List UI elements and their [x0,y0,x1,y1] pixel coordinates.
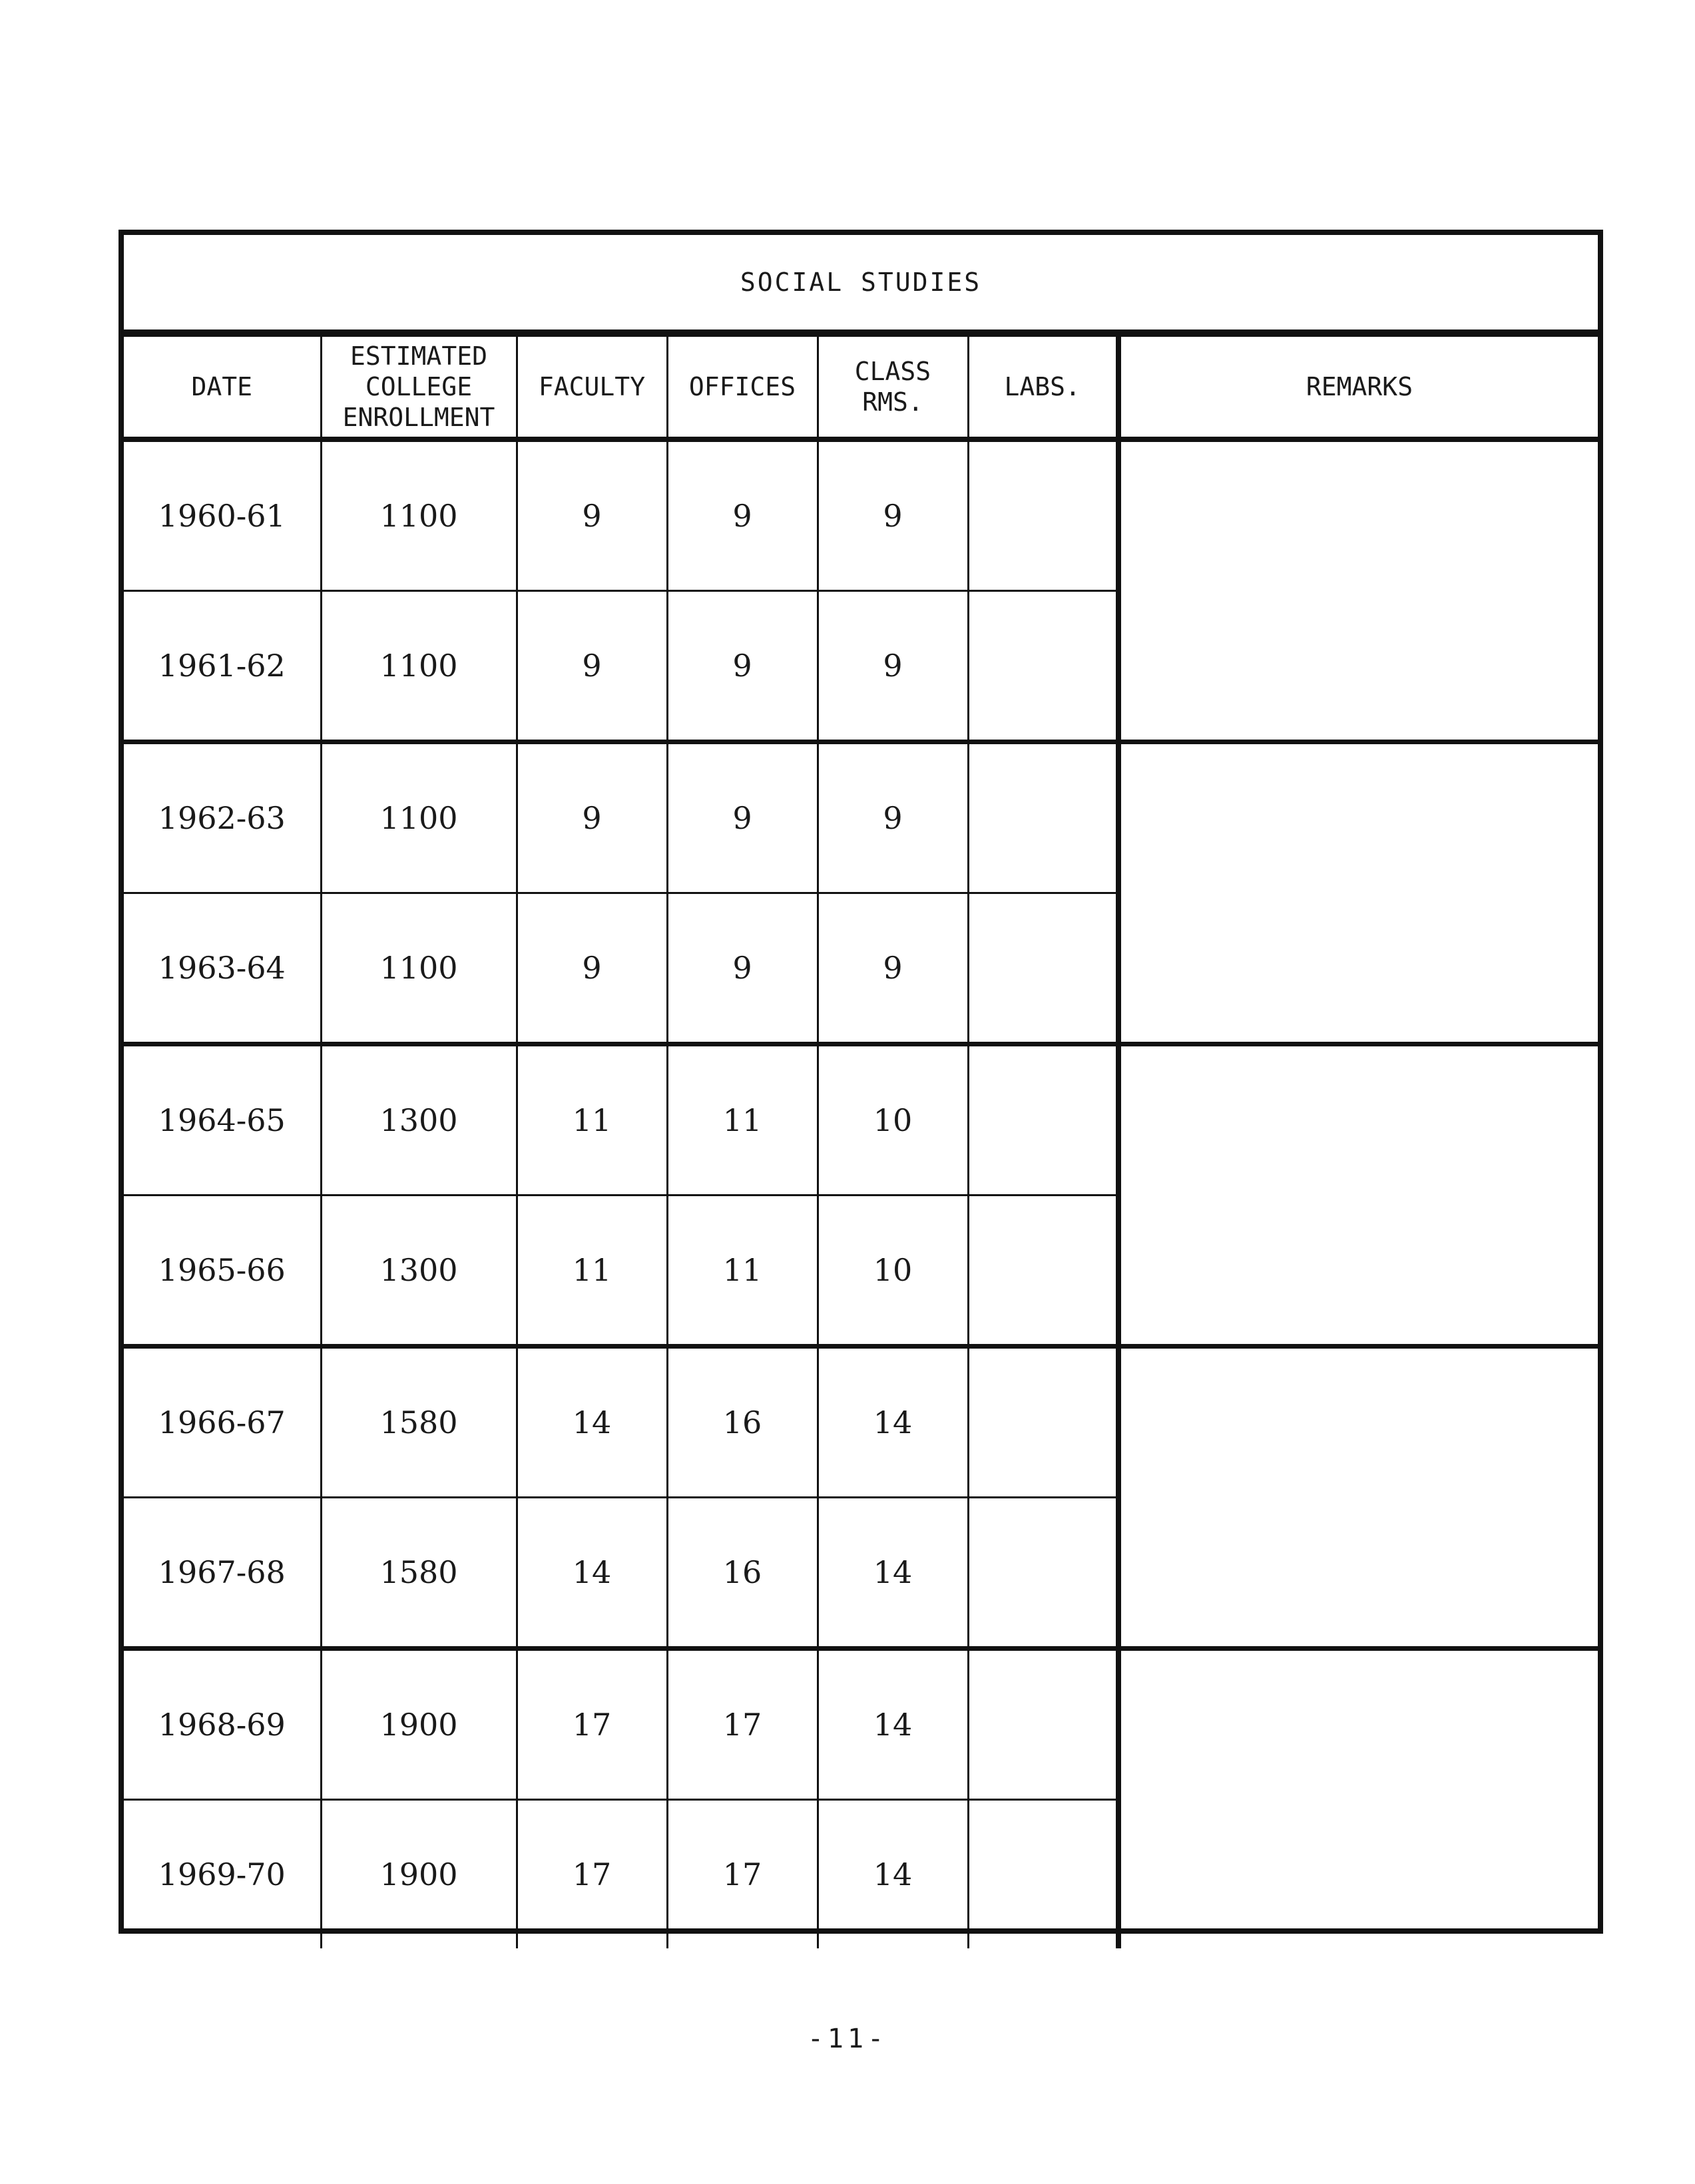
offices-cell: 16 [667,1347,818,1498]
offices-cell: 9 [667,591,818,742]
labs-cell [968,1649,1118,1800]
enrollment-cell: 1300 [321,1044,517,1196]
labs-cell [968,1044,1118,1196]
date-cell: 1964-65 [124,1044,321,1196]
faculty-cell: 14 [517,1347,667,1498]
offices-cell: 9 [667,742,818,893]
header-row [124,336,1598,440]
class-rooms-cell: 9 [818,742,968,893]
date-cell: 1965-66 [124,1196,321,1347]
table-title: SOCIAL STUDIES [124,235,1598,335]
class-rooms-cell: 10 [818,1044,968,1196]
remarks-cell [1118,742,1598,1044]
header-class-rooms: CLASS RMS. [818,336,968,440]
enrollment-cell: 1900 [321,1800,517,1949]
class-rooms-cell: 10 [818,1196,968,1347]
enrollment-cell: 1100 [321,893,517,1044]
social-studies-table-frame [119,230,1603,1934]
class-rooms-cell: 14 [818,1800,968,1949]
class-rooms-cell: 14 [818,1347,968,1498]
enrollment-cell: 1900 [321,1649,517,1800]
header-offices: OFFICES [667,336,818,440]
labs-cell [968,1347,1118,1498]
space-requirements-table [124,335,1598,1948]
labs-cell [968,1800,1118,1949]
remarks-cell [1118,1044,1598,1347]
table-row [124,1347,1598,1498]
date-cell: 1969-70 [124,1800,321,1949]
page-number: -11- [807,2024,888,2054]
table-row [124,1044,1598,1196]
faculty-cell: 11 [517,1044,667,1196]
faculty-cell: 14 [517,1498,667,1649]
remarks-cell [1118,439,1598,742]
header-faculty: FACULTY [517,336,667,440]
table-row [124,439,1598,591]
faculty-cell: 9 [517,591,667,742]
labs-cell [968,893,1118,1044]
date-cell: 1967-68 [124,1498,321,1649]
offices-cell: 16 [667,1498,818,1649]
remarks-cell [1118,1649,1598,1949]
offices-cell: 17 [667,1649,818,1800]
offices-cell: 9 [667,893,818,1044]
class-rooms-cell: 14 [818,1498,968,1649]
header-remarks: REMARKS [1118,336,1598,440]
faculty-cell: 17 [517,1649,667,1800]
enrollment-cell: 1580 [321,1347,517,1498]
date-cell: 1966-67 [124,1347,321,1498]
enrollment-cell: 1300 [321,1196,517,1347]
header-labs: LABS. [968,336,1118,440]
labs-cell [968,1196,1118,1347]
enrollment-cell: 1100 [321,591,517,742]
date-cell: 1962-63 [124,742,321,893]
offices-cell: 11 [667,1044,818,1196]
enrollment-cell: 1100 [321,439,517,591]
faculty-cell: 9 [517,893,667,1044]
labs-cell [968,439,1118,591]
date-cell: 1963-64 [124,893,321,1044]
offices-cell: 11 [667,1196,818,1347]
remarks-cell [1118,1347,1598,1649]
table-row [124,742,1598,893]
offices-cell: 17 [667,1800,818,1949]
class-rooms-cell: 9 [818,591,968,742]
offices-cell: 9 [667,439,818,591]
faculty-cell: 17 [517,1800,667,1949]
labs-cell [968,591,1118,742]
class-rooms-cell: 9 [818,439,968,591]
table-row [124,1649,1598,1800]
enrollment-cell: 1580 [321,1498,517,1649]
faculty-cell: 11 [517,1196,667,1347]
date-cell: 1961-62 [124,591,321,742]
date-cell: 1968-69 [124,1649,321,1800]
labs-cell [968,742,1118,893]
labs-cell [968,1498,1118,1649]
faculty-cell: 9 [517,439,667,591]
class-rooms-cell: 9 [818,893,968,1044]
class-rooms-cell: 14 [818,1649,968,1800]
faculty-cell: 9 [517,742,667,893]
header-enrollment: ESTIMATED COLLEGE ENROLLMENT [321,336,517,440]
date-cell: 1960-61 [124,439,321,591]
header-date: DATE [124,336,321,440]
enrollment-cell: 1100 [321,742,517,893]
